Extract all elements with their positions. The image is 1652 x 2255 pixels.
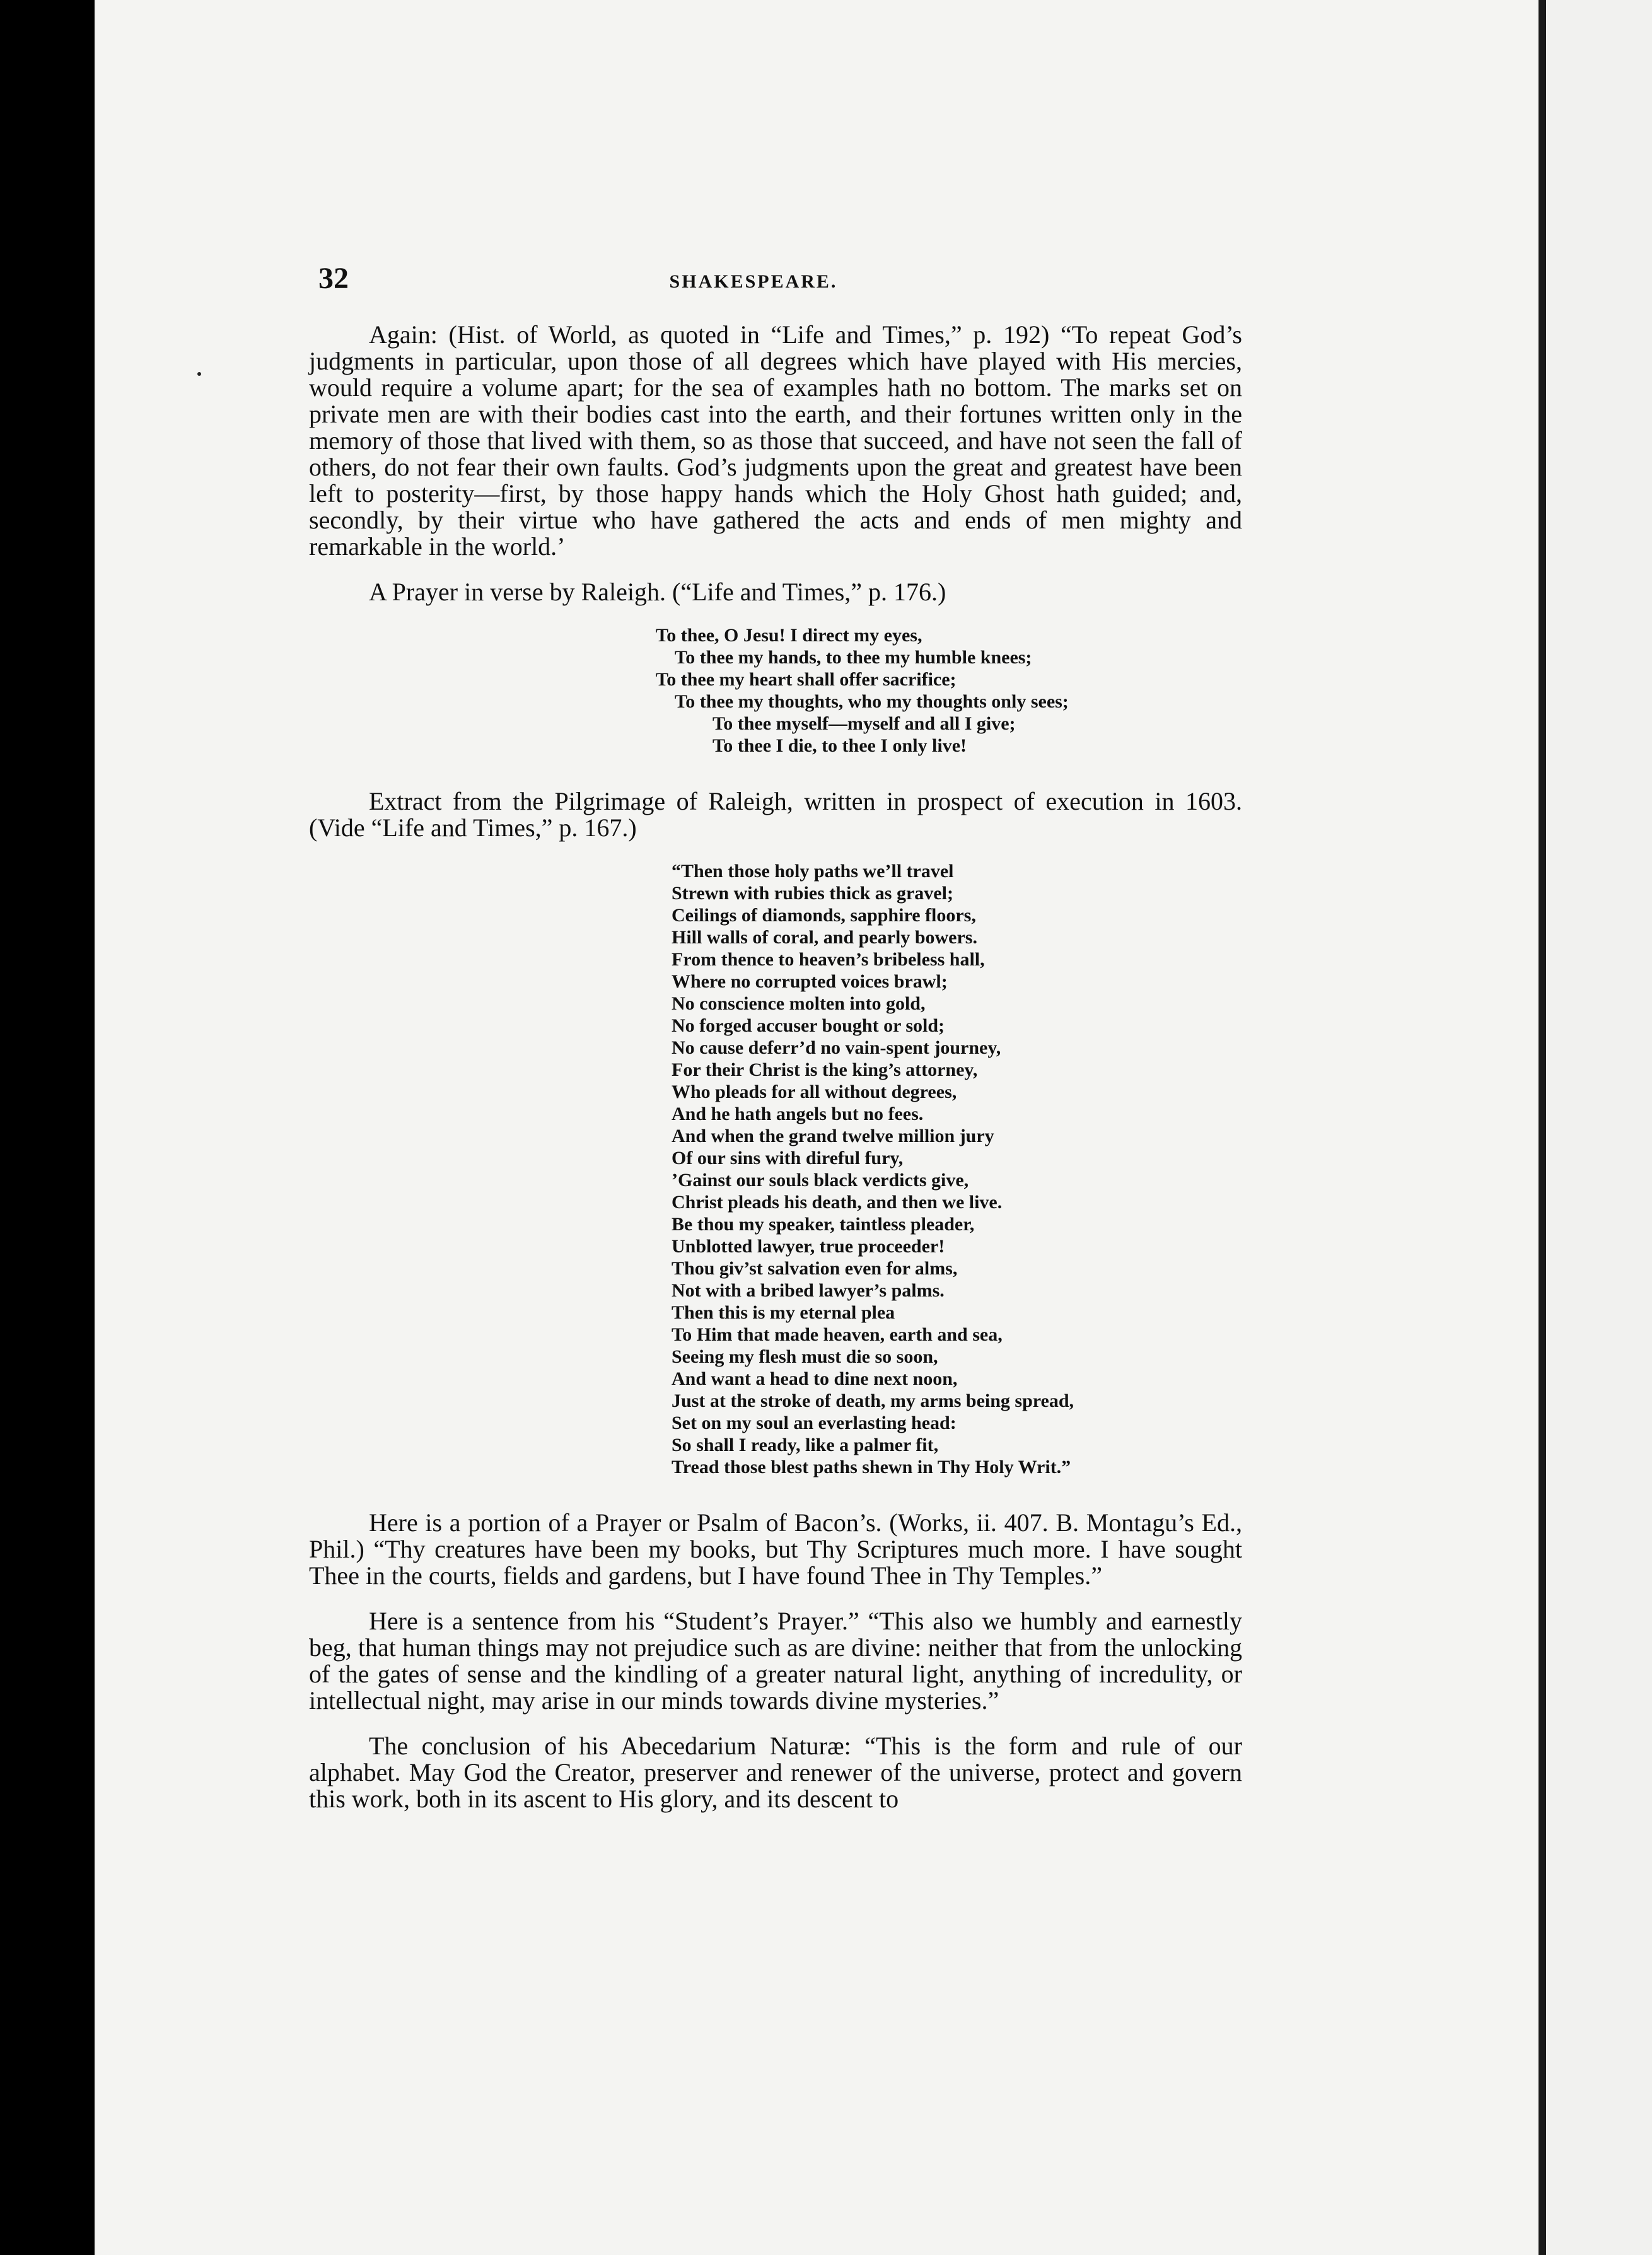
poem-line: To Him that made heaven, earth and sea,: [672, 1324, 1003, 1345]
page-number: 32: [318, 262, 349, 295]
adjacent-page-edge: [1546, 0, 1652, 2255]
margin-mark: [197, 372, 201, 376]
paragraph-students-prayer: Here is a sentence from his “Student’s Prayer.” “This also we humbly and earnestly beg, that human things may not prejudice such as are divine: neither that from the unlocking of the gates of sense and the kindling of a greater natural light, anything of incredulity, or intellectual night, may arise in our minds towards divine mysteries.”: [309, 1607, 1242, 1715]
poem-line: No forged accuser bought or sold;: [672, 1015, 945, 1036]
poem-line: And when the grand twelve million jury: [672, 1126, 994, 1146]
poem-line: ’Gainst our souls black verdicts give,: [672, 1170, 969, 1191]
poem-line: So shall I ready, like a palmer fit,: [672, 1435, 939, 1455]
poem-line: Tread those blest paths shewn in Thy Holy Writ.”: [672, 1457, 1071, 1477]
pilgrimage-poem: [214, 860, 1293, 1478]
poem-line: Not with a bribed lawyer’s palms.: [672, 1280, 945, 1301]
poem-line: From thence to heaven’s bribeless hall,: [672, 949, 985, 970]
poem-line: To thee I die, to thee I only live!: [713, 735, 967, 756]
poem-line: No cause deferr’d no vain-spent journey,: [672, 1037, 1001, 1058]
paragraph-conclusion: The conclusion of his Abecedarium Naturæ: “This is the form and rule of our alphabet. May God the Creator, preserver and renewer of the universe, protect and govern this work, both in its ascent to His glory, and its descent to: [309, 1732, 1242, 1813]
paragraph-prayer-intro: A Prayer in verse by Raleigh. (“Life and Times,” p. 176.): [369, 578, 946, 606]
poem-line: Be thou my speaker, taintless pleader,: [672, 1214, 975, 1235]
poem-line: No conscience molten into gold,: [672, 993, 926, 1014]
poem-line: Thou giv’st salvation even for alms,: [672, 1258, 958, 1279]
poem-line: Unblotted lawyer, true proceeder!: [672, 1236, 945, 1257]
poem-line: Ceilings of diamonds, sapphire floors,: [672, 905, 976, 926]
poem-line: To thee my thoughts, who my thoughts only sees;: [675, 691, 1069, 712]
poem-line: To thee myself—myself and all I give;: [713, 713, 1016, 734]
poem-line: Hill walls of coral, and pearly bowers.: [672, 927, 977, 948]
poem-line: To thee, O Jesu! I direct my eyes,: [656, 625, 922, 646]
page-content: [214, 252, 1293, 1812]
page-edge-shadow: [1539, 0, 1546, 2255]
poem-line: To thee my hands, to thee my humble knees;: [675, 647, 1032, 668]
poem-line: To thee my heart shall offer sacrifice;: [656, 669, 957, 690]
poem-line: For their Christ is the king’s attorney,: [672, 1059, 978, 1080]
poem-line: Strewn with rubies thick as gravel;: [672, 883, 953, 904]
paragraph-again: Again: (Hist. of World, as quoted in “Life and Times,” p. 192) “To repeat God’s judgments in particular, upon those of all degrees which have played with His mercies, would require a volume apart; for the sea of examples hath no bottom. The marks set on private men are with their bodies cast into the earth, and their fortunes written only in the memory of those that lived with them, so as those that succeed, and have not seen the fall of others, do not fear their own faults. God’s judgments upon the great and greatest have been left to posterity—first, by those happy hands which the Holy Ghost hath guided; and, secondly, by their virtue who have gathered the acts and ends of men mighty and remarkable in the world.’: [309, 320, 1242, 561]
poem-line: Where no corrupted voices brawl;: [672, 971, 948, 992]
poem-line: Who pleads for all without degrees,: [672, 1081, 957, 1102]
paragraph-bacon-prayer: Here is a portion of a Prayer or Psalm of Bacon’s. (Works, ii. 407. B. Montagu’s Ed., Phil.) “Thy creatures have been my books, but Thy Scriptures much more. I have sought Thee in the courts, fields and gardens, but I have found Thee in Thy Temples.”: [309, 1508, 1242, 1590]
poem-line: Just at the stroke of death, my arms being spread,: [672, 1390, 1074, 1411]
poem-line: Seeing my flesh must die so soon,: [672, 1346, 938, 1367]
poem-line: And want a head to dine next noon,: [672, 1368, 958, 1389]
poem-line: Christ pleads his death, and then we live.: [672, 1192, 1003, 1213]
paragraph-extract-intro: Extract from the Pilgrimage of Raleigh, written in prospect of execution in 1603. (Vide “Life and Times,” p. 167.): [309, 787, 1242, 842]
page-header: [214, 252, 1293, 303]
poem-line: Of our sins with direful fury,: [672, 1148, 904, 1168]
poem-line: And he hath angels but no fees.: [672, 1104, 924, 1124]
prayer-poem: [214, 624, 1293, 757]
running-title: SHAKESPEARE.: [669, 271, 838, 292]
poem-line: Set on my soul an everlasting head:: [672, 1413, 957, 1433]
poem-line: Then this is my eternal plea: [672, 1302, 895, 1323]
poem-line: “Then those holy paths we’ll travel: [672, 861, 954, 882]
